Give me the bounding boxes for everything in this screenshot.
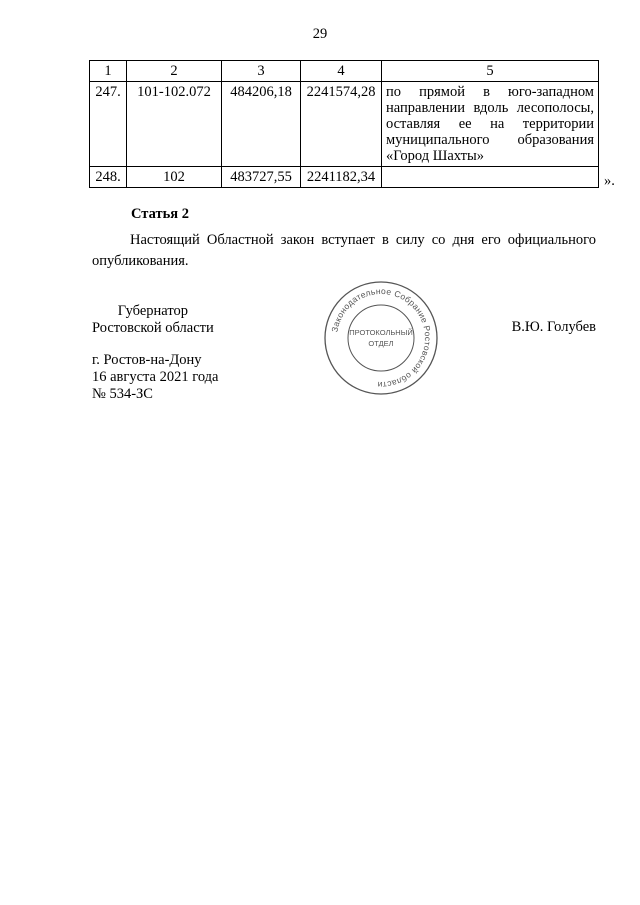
table-header-row xyxy=(90,61,599,82)
coordinates-table xyxy=(89,60,599,188)
governor-title-line1: Губернатор xyxy=(117,303,188,319)
header-cell: 4 xyxy=(301,61,382,82)
seal-inner-line1: ПРОТОКОЛЬНЫЙ xyxy=(349,328,413,337)
header-cell: 3 xyxy=(222,61,301,82)
seal-outer-text: Законодательное Собрание Ростовской области xyxy=(329,285,434,391)
description-cell: по прямой в юго-западном направлении вдоль лесополосы, оставляя ее на территории муниципального образования «Город Шахты» xyxy=(382,82,599,167)
page-number: 29 xyxy=(312,26,328,42)
seal-inner-line2: ОТДЕЛ xyxy=(368,339,394,348)
table-row xyxy=(90,167,599,188)
date: 16 августа 2021 года xyxy=(92,369,219,385)
y-coordinate-cell: 2241574,28 xyxy=(301,82,382,167)
governor-name: В.Ю. Голубев xyxy=(511,319,596,335)
point-id-cell: 101-102.072 xyxy=(127,82,222,167)
article-heading: Статья 2 xyxy=(131,206,189,222)
table-row xyxy=(90,82,599,167)
governor-title xyxy=(92,303,214,337)
header-cell: 5 xyxy=(382,61,599,82)
header-cell: 1 xyxy=(90,61,127,82)
header-cell: 2 xyxy=(127,61,222,82)
seal-inner-ring xyxy=(348,305,414,371)
x-coordinate-cell: 484206,18 xyxy=(222,82,301,167)
x-coordinate-cell: 483727,55 xyxy=(222,167,301,188)
law-number: № 534-ЗС xyxy=(92,386,153,402)
closing-quote: ». xyxy=(604,173,615,189)
official-seal-stamp xyxy=(322,279,440,397)
y-coordinate-cell: 2241182,34 xyxy=(301,167,382,188)
city: г. Ростов-на-Дону xyxy=(92,352,202,368)
row-number-cell: 247. xyxy=(90,82,127,167)
place-and-date xyxy=(92,352,218,403)
article-text: Настоящий Областной закон вступает в силу со дня его официального опубликования. xyxy=(92,232,596,269)
row-number-cell: 248. xyxy=(90,167,127,188)
point-id-cell: 102 xyxy=(127,167,222,188)
governor-title-line2: Ростовской области xyxy=(92,320,214,336)
description-cell xyxy=(382,167,599,188)
seal-outer-ring xyxy=(325,282,437,394)
